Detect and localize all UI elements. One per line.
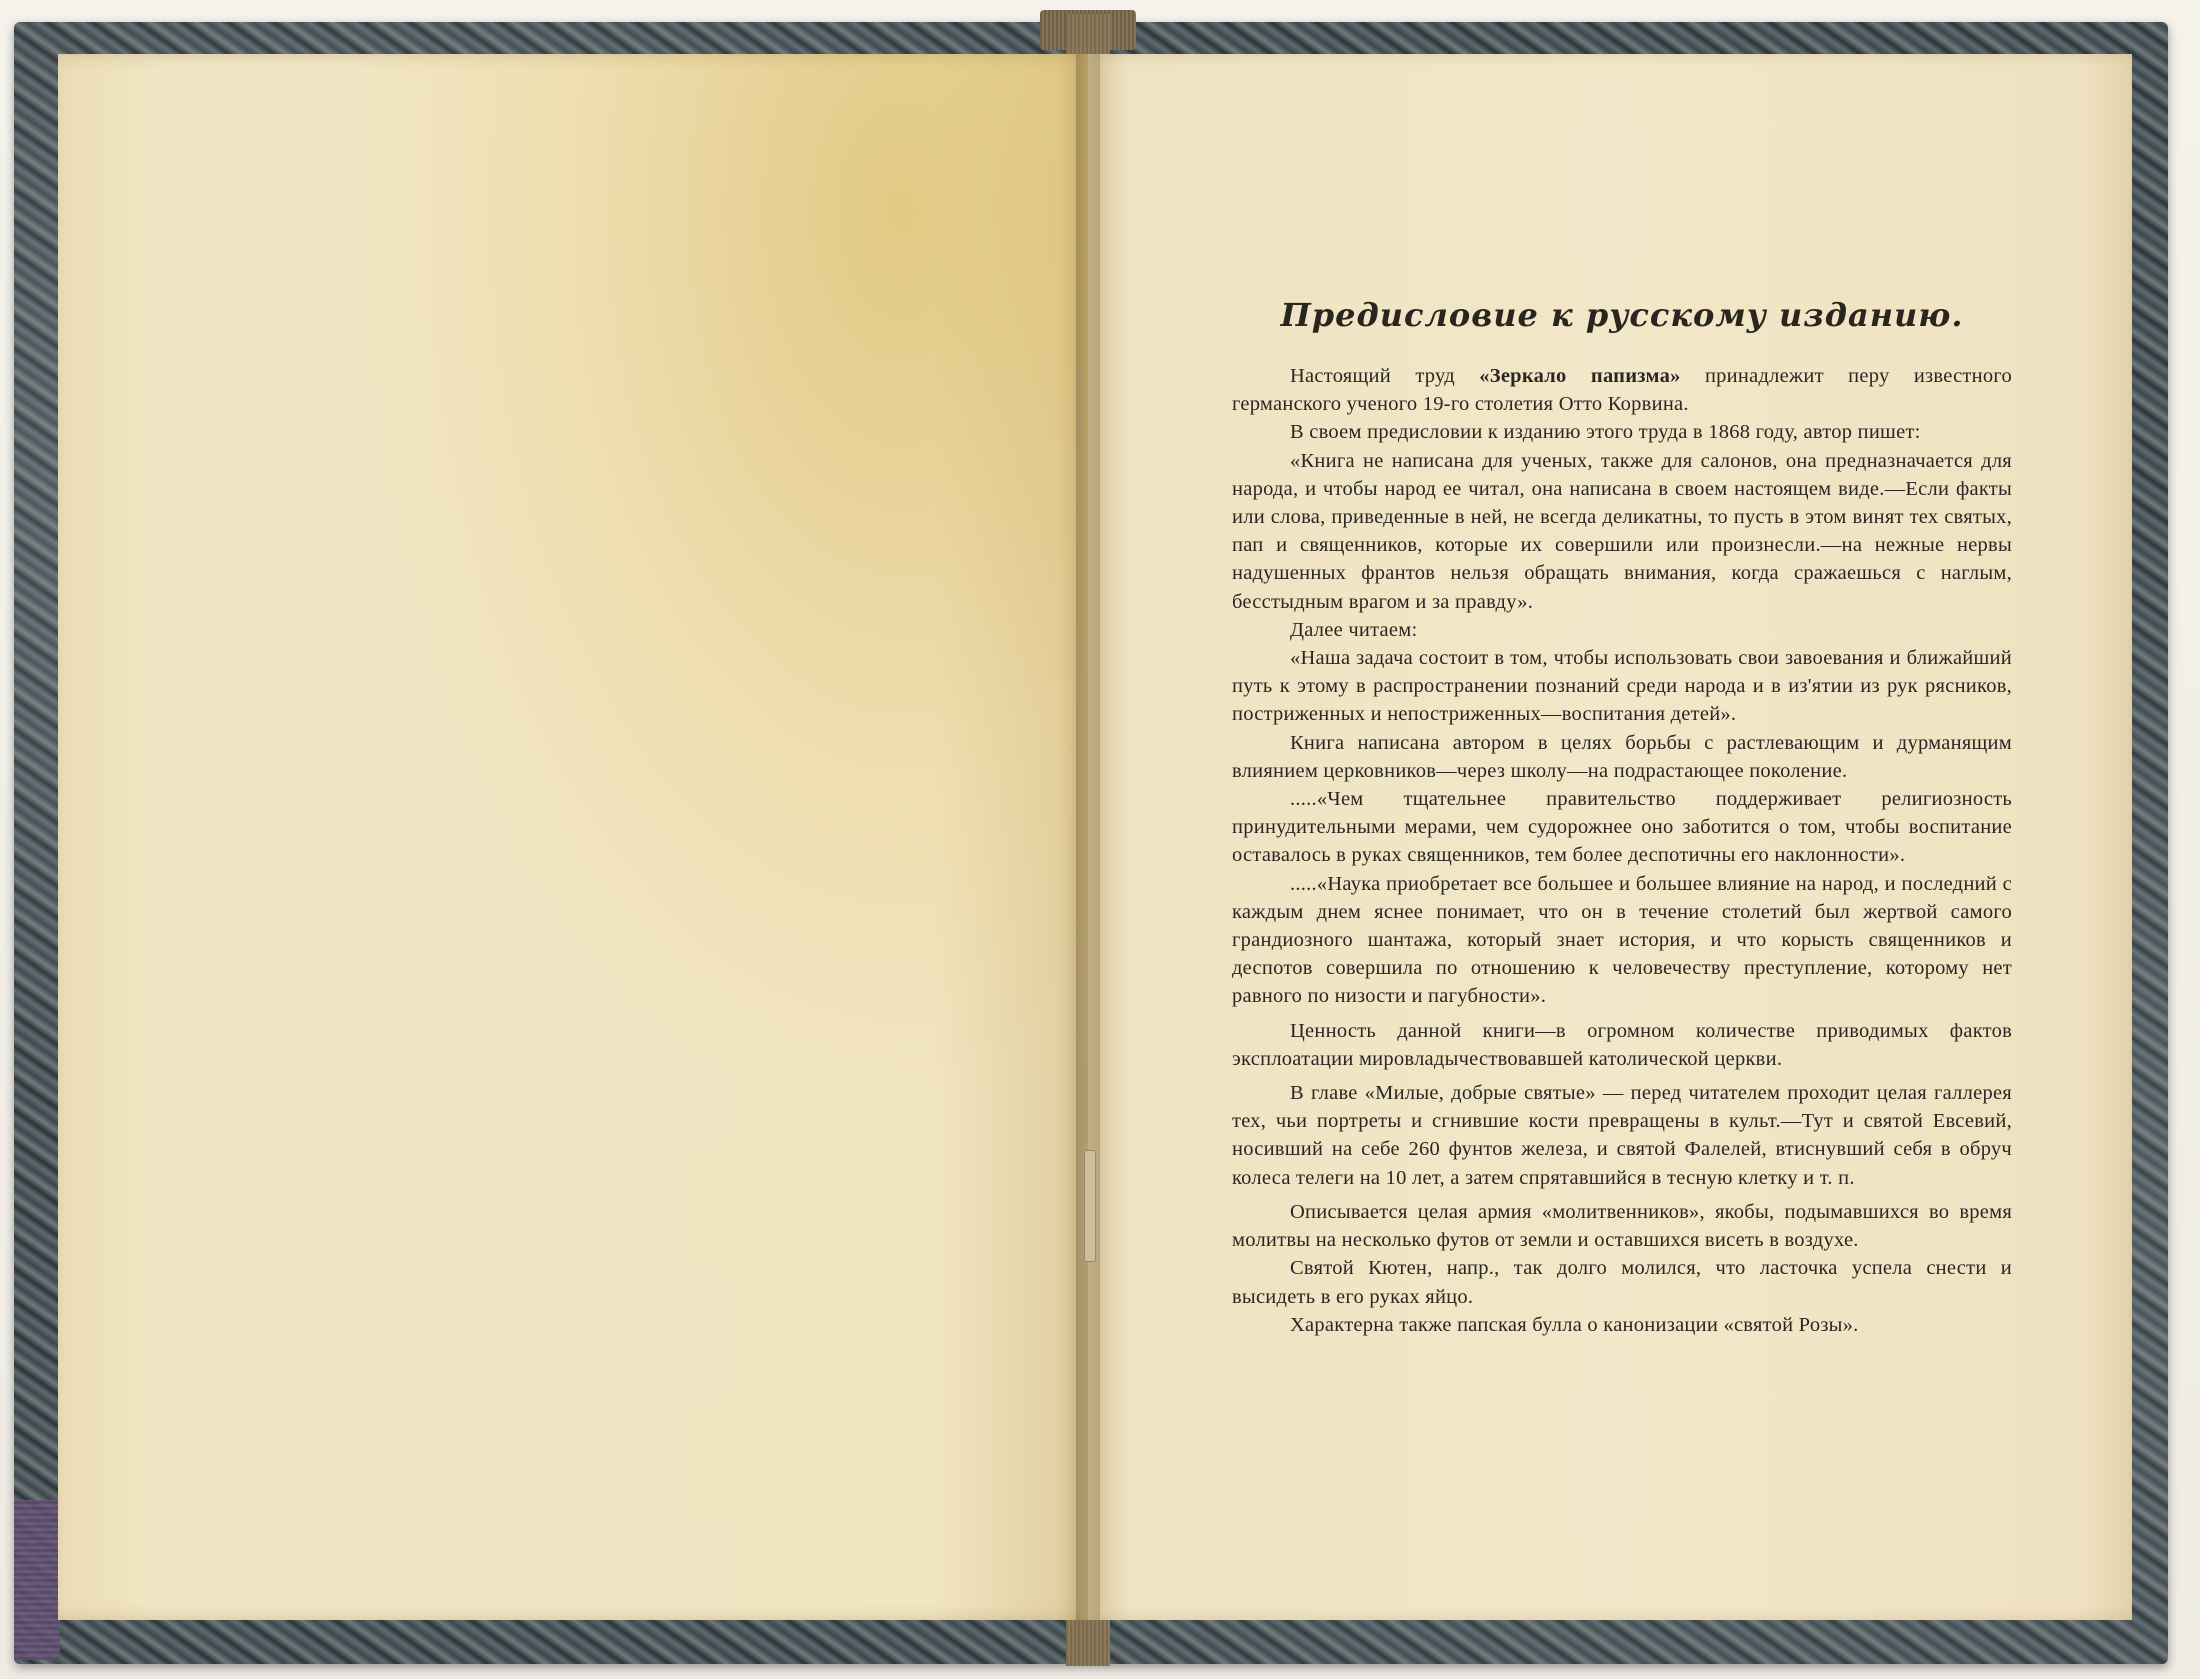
paragraph-11: Описывается целая армия «молитвенников», якобы, подымавшихся во время молитвы на несколько футов от земли и оставшихся висеть в воздухе. — [1232, 1200, 2012, 1252]
paragraph-6: Книга написана автором в целях борьбы с растлевающим и дурманящим влиянием церковников—через школу—на подрастающее поколение. — [1232, 731, 2012, 782]
paragraph-5-quote: «Наша задача состоит в том, чтобы использовать свои завоевания и ближайший путь к этому в распространении познаний среди народа и в из'ятии из рук рясников, постриженных и непостриженных—воспитания детей». — [1232, 647, 2012, 726]
paragraph-4: Далее читаем: — [1290, 618, 1418, 641]
paragraph-8-quote: .....«Наука приобретает все большее и большее влияние на народ, и последний с каждым днем яснее понимает, что он в течение столетий был жертвой самого грандиозного шантажа, который знает история, и что корысть священников и деспотов совершила по отношению к человечеству преступление, которому нет равного по низости и пагубности». — [1232, 872, 2012, 1008]
page-title: Предисловие к русскому изданию. — [1280, 296, 1964, 334]
paragraph-10: В главе «Милые, добрые святые» — перед читателем проходит целая галлерея тех, чьи портреты и сгнившие кости превращены в культ.—Тут и святой Евсевий, носивший на себе 260 фунтов железа, и святой Фалелей, втиснувший себя в обруч колеса телеги на 10 лет, а затем спрятавшийся в тесную клетку и т. п. — [1232, 1082, 2012, 1189]
binding-thread — [1084, 1150, 1096, 1262]
paragraph-1 — [1232, 362, 2012, 418]
paragraph-1-end: принадлежит перу известного германского ученого 19-го столетия Отто Корвина. — [1232, 365, 2012, 416]
paragraph-1-start: Настоящий труд — [1290, 365, 1480, 387]
cover-corner-cloth — [14, 1500, 60, 1660]
paragraph-13: Характерна также папская булла о канонизации «святой Розы». — [1290, 1313, 1859, 1336]
book-title-bold: «Зеркало папизма» — [1479, 365, 1681, 387]
paragraph-3-quote: «Книга не написана для ученых, также для салонов, она предназначается для народа, и чтобы народ ее читал, она написана в своем настоящем виде.—Если факты или слова, приведенные в ней, не всегда деликатны, то пусть в этом винят тех святых, пап и священников, которые их совершили или произнесли.—на нежные нервы надушенных франтов нельзя обращать внимания, когда сражаешься с наглым, бесстыдным врагом и за правду». — [1232, 449, 2012, 613]
left-page-blank — [58, 54, 1088, 1620]
gutter — [1076, 54, 1100, 1620]
preface-text — [1232, 362, 2012, 1339]
paragraph-12: Святой Кютен, напр., так долго молился, что ласточка успела снести и высидеть в его руках яйцо. — [1232, 1257, 2012, 1308]
paragraph-7-quote: .....«Чем тщательнее правительство поддерживает религиозность принудительными мерами, чем судорожнее оно заботится о том, чтобы воспитание оставалось в руках священников, тем более деспотичны его наклонности». — [1232, 788, 2012, 867]
paragraph-9: Ценность данной книги—в огромном количестве приводимых фактов эксплоатации мировладычествовавшей католической церкви. — [1232, 1019, 2012, 1070]
paragraph-2: В своем предисловии к изданию этого труда в 1868 году, автор пишет: — [1290, 421, 1921, 444]
